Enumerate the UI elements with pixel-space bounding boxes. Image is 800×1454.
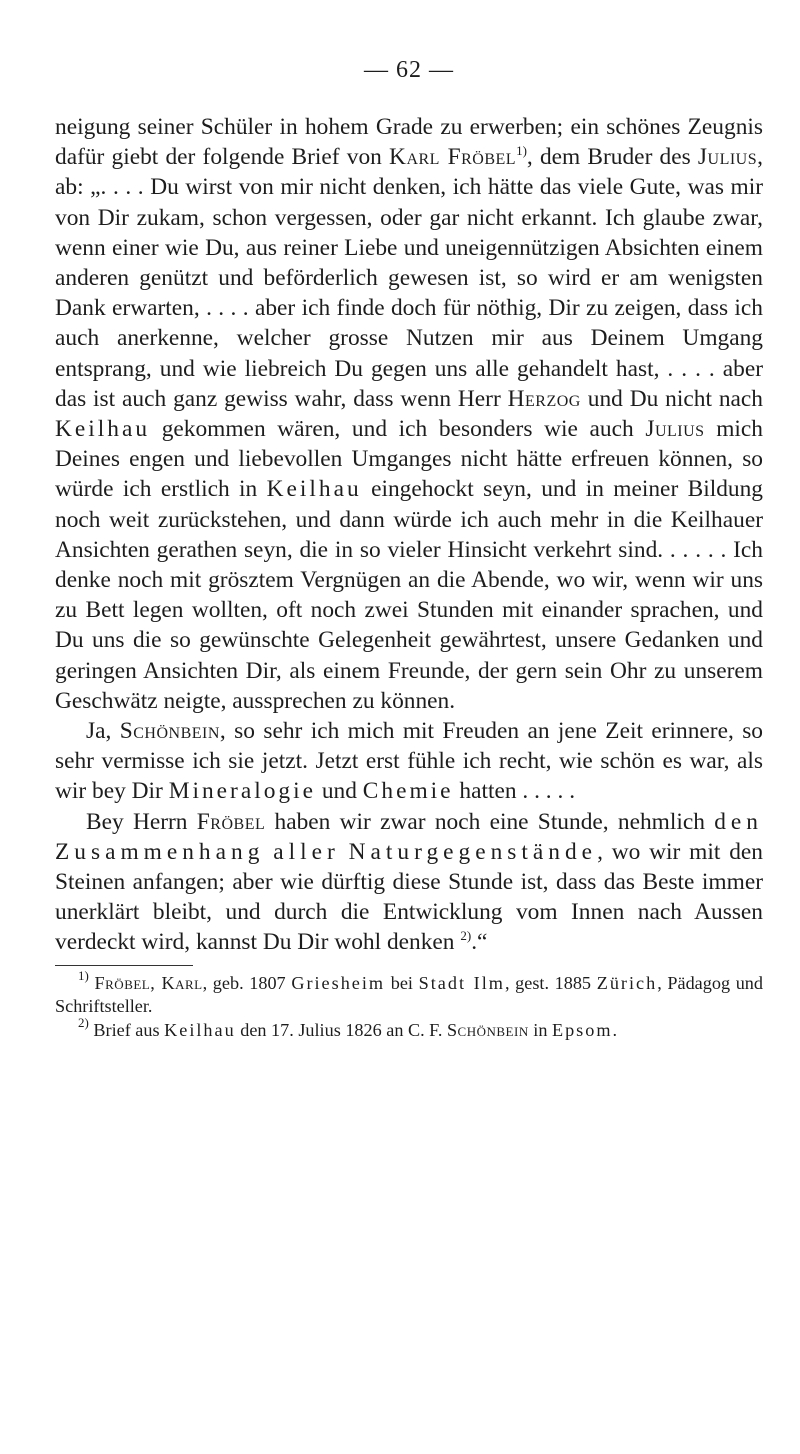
text-run: mich Deines engen und liebevollen Umganges nicht hätte erfreuen können, so würde ich erstlich in xyxy=(55,416,763,503)
text-run: hatten . . . . . xyxy=(453,778,576,805)
place-keilhau: Keilhau xyxy=(164,1019,236,1040)
footnote-2 xyxy=(55,1014,763,1043)
text-run: Bey Herrn xyxy=(86,808,197,835)
text-run xyxy=(340,839,349,865)
footnote-divider xyxy=(55,965,193,966)
footnote-2-name: Schönbein xyxy=(446,1019,529,1040)
place-epsom: Epsom xyxy=(551,1019,613,1040)
text-run: gekommen wären, und ich besonders wie auch xyxy=(150,416,646,443)
text-run: und xyxy=(316,778,363,805)
name-herzog: Herzog xyxy=(507,385,581,412)
text-run: , gest. 1885 xyxy=(504,972,597,993)
text-run: , wo wir mit den Steinen anfangen; aber wie dürftig diese Stunde ist, dass das Beste immer unerklärt bleibt, und durch die Entwicklung vom Innen nach Aussen verdeckt wird, kannst Du Dir wohl denken xyxy=(55,838,763,956)
text-run: , Pädagog und Schriftsteller. xyxy=(55,972,763,1017)
name-julius: Julius xyxy=(697,144,758,171)
place-keilhau: Keilhau xyxy=(55,416,151,443)
text-run: .“ xyxy=(471,929,488,956)
spaced-word: aller xyxy=(273,838,340,865)
text-run: , so sehr ich mich mit Freuden an jene Zeit erinnere, so sehr vermisse ich sie jetzt. Jetzt erst fühle ich recht, wie schön es war, als wir bey Dir xyxy=(55,718,763,805)
spaced-word: den xyxy=(714,808,764,835)
text-run: , dem Bruder des xyxy=(526,144,698,171)
text-run: und Du nicht nach xyxy=(580,385,763,412)
page-number: — 62 — xyxy=(364,57,454,83)
text-run: eingehockt seyn, und in meiner Bildung noch weit zurückstehen, und dann würde ich auch mehr in die Keilhauer Ansichten gerathen seyn, die in so vieler Hinsicht verkehrt sind. . . . . . Ich denke noch mit grösztem Vergnügen an die Abende, wo wir, wenn wir uns zu Bett legen wollten, oft noch zwei Stunden mit einander sprachen, und Du uns die so gewünschte Gelegenheit gewährtest, unsere Gedanken und geringen Ansichten Dir, als einem Freunde, der gern sein Ohr zu unserem Geschwätz neigte, aussprechen zu können. xyxy=(55,476,764,714)
place-zuerich: Zürich xyxy=(596,972,658,993)
book-page xyxy=(55,55,763,1042)
paragraph-3 xyxy=(55,807,763,958)
text-run: bei xyxy=(385,972,419,993)
spaced-word: Zusammenhang xyxy=(55,838,265,865)
name-froebel: Fröbel xyxy=(196,808,266,835)
text-run: Ja, xyxy=(86,718,120,745)
body-text xyxy=(55,112,763,958)
spaced-word: Naturgegenstände xyxy=(348,838,598,865)
subject-chemie: Chemie xyxy=(362,778,454,805)
text-run: haben wir zwar noch eine Stunde, nehmlich xyxy=(265,808,715,835)
footnote-1 xyxy=(55,967,763,1019)
paragraph-2 xyxy=(55,716,763,807)
text-run: . xyxy=(612,1019,618,1040)
name-julius: Julius xyxy=(645,416,705,443)
footnote-1-name: Fröbel, Karl xyxy=(94,972,203,993)
footnotes xyxy=(55,967,763,1043)
footnote-marker-2: 2) xyxy=(460,928,472,944)
footnote-1-mark: 1) xyxy=(78,967,89,983)
text-run: neigung seiner Schüler in hohem Grade zu erwerben; ein schönes Zeugnis dafür giebt der folgende Brief von xyxy=(55,114,763,171)
place-stadt-ilm: Stadt Ilm xyxy=(418,972,505,993)
text-run: in xyxy=(528,1019,552,1040)
text-run: , geb. 1807 xyxy=(202,972,292,993)
text-run: , ab: „. . . . Du wirst von mir nicht denken, ich hätte das viele Gute, was mir von Dir zukam, schon vergessen, oder gar nicht erkannt. Ich glaube zwar, wenn einer wie Du, aus reiner Liebe und uneigennützigen Absichten einem anderen genützt und beförderlich gewesen ist, so wird er am wenigsten Dank erwarten, . . . . aber ich finde doch für nöthig, Dir zu zeigen, dass ich auch anerkenne, welcher grosse Nutzen mir aus Deinem Umgang entsprang, und wie liebreich Du gegen uns alle gehandelt hast, . . . . aber das ist auch ganz gewiss wahr, dass wenn Herr xyxy=(55,144,763,412)
footnote-marker-1: 1) xyxy=(516,143,527,159)
place-griesheim: Griesheim xyxy=(291,972,386,993)
footnote-2-mark: 2) xyxy=(78,1014,89,1030)
paragraph-1 xyxy=(55,112,763,716)
name-schoenbein: Schönbein xyxy=(119,718,220,745)
text-run: Brief aus xyxy=(93,1019,165,1040)
text-run: den 17. Julius 1826 an C. F. xyxy=(235,1019,447,1040)
subject-mineralogie: Mineralogie xyxy=(168,778,317,805)
text-run xyxy=(264,839,273,865)
place-keilhau: Keilhau xyxy=(266,476,362,503)
name-karl-froebel: Karl Fröbel xyxy=(389,144,517,171)
